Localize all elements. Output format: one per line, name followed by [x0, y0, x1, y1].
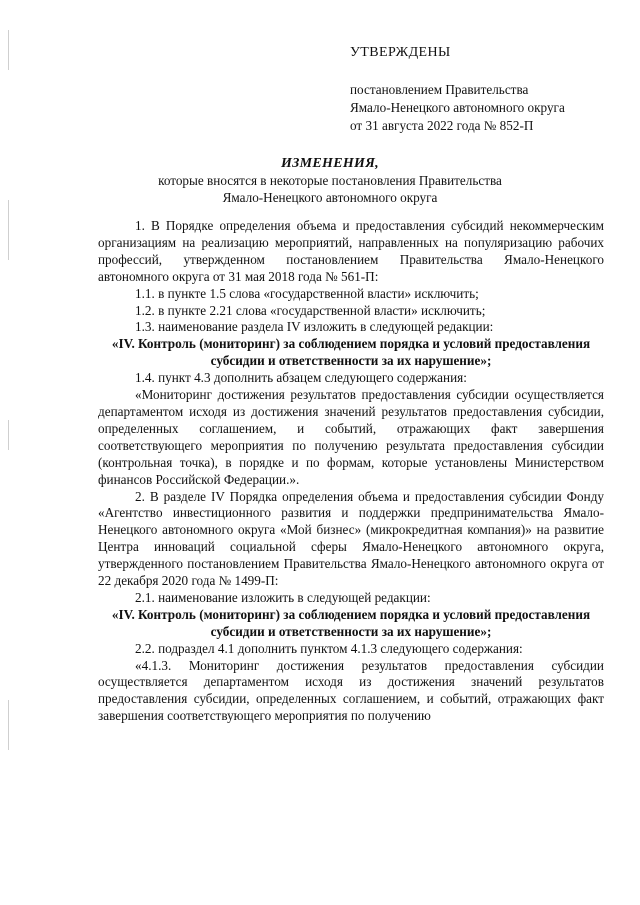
title-line: которые вносятся в некоторые постановления Правительства	[158, 173, 502, 188]
approval-line: постановлением Правительства	[350, 82, 529, 97]
paragraph: 1.2. в пункте 2.21 слова «государственной власти» исключить;	[135, 302, 486, 318]
approval-line: от 31 августа 2022 года № 852-П	[350, 118, 534, 133]
title-line: Ямало-Ненецкого автономного округа	[222, 190, 438, 205]
paragraph: 2.2. подраздел 4.1 дополнить пунктом 4.1.3 следующего содержания:	[135, 640, 523, 656]
section-heading-quote: «IV. Контроль (мониторинг) за соблюдением порядка и условий предоставления субсидии и ответственности за их нарушение»;	[111, 336, 591, 369]
paragraph: 1. В Порядке определения объема и предоставления субсидий некоммерческим организациям на реализацию мероприятий, направленных на популяризацию рабочих профессий, утвержденном постановлением Правительства Ямало-Ненецкого автономного округа от 31 мая 2018 года № 561-П:	[98, 218, 604, 284]
paragraph: 1.3. наименование раздела IV изложить в следующей редакции:	[135, 319, 494, 335]
approval-heading: УТВЕРЖДЕНЫ	[350, 45, 451, 60]
paragraph: 2. В разделе IV Порядка определения объема и предоставления субсидии Фонду «Агентство инвестиционного развития и поддержки предпринимательства Ямало-Ненецкого автономного округа «Мой бизнес» (микрокредитная компания)» на развитие Центра инноваций социальной сферы Ямало-Ненецкого автономного округа, утвержденного постановлением Правительства Ямало-Ненецкого автономного округа от 22 декабря 2020 года № 1499-П:	[98, 488, 604, 589]
paragraph: 1.4. пункт 4.3 дополнить абзацем следующего содержания:	[135, 370, 467, 386]
paragraph: «Мониторинг достижения результатов предоставления субсидии осуществляется департаментом исходя из достижения значений результатов предоставления субсидии, определенных соглашением, и событий, отражающих факт завершения соответствующего мероприятия по получению результата предоставления субсидии (контрольная точка), в порядке и по формам, которые установлены Министерством финансов Российской Федерации.».	[98, 387, 604, 487]
document-title	[100, 155, 560, 206]
approval-block	[350, 44, 620, 135]
paragraph: 2.1. наименование изложить в следующей редакции:	[135, 589, 431, 605]
paragraph: 1.1. в пункте 1.5 слова «государственной власти» исключить;	[135, 285, 479, 301]
scan-edge-mark	[8, 200, 9, 260]
scan-edge-mark	[8, 700, 9, 750]
scan-edge-mark	[8, 420, 9, 450]
paragraph: «4.1.3. Мониторинг достижения результатов предоставления субсидии осуществляется департаментом исходя из достижения значений результатов предоставления субсидии, определенных соглашением, и событий, отражающих факт завершения соответствующего мероприятия по получению	[98, 657, 604, 724]
approval-line: Ямало-Ненецкого автономного округа	[350, 100, 565, 115]
section-heading-quote: «IV. Контроль (мониторинг) за соблюдением порядка и условий предоставления субсидии и ответственности за их нарушение»;	[111, 606, 591, 639]
scan-edge-mark	[8, 30, 9, 70]
title-main: ИЗМЕНЕНИЯ,	[281, 156, 379, 171]
document-body	[98, 218, 604, 725]
